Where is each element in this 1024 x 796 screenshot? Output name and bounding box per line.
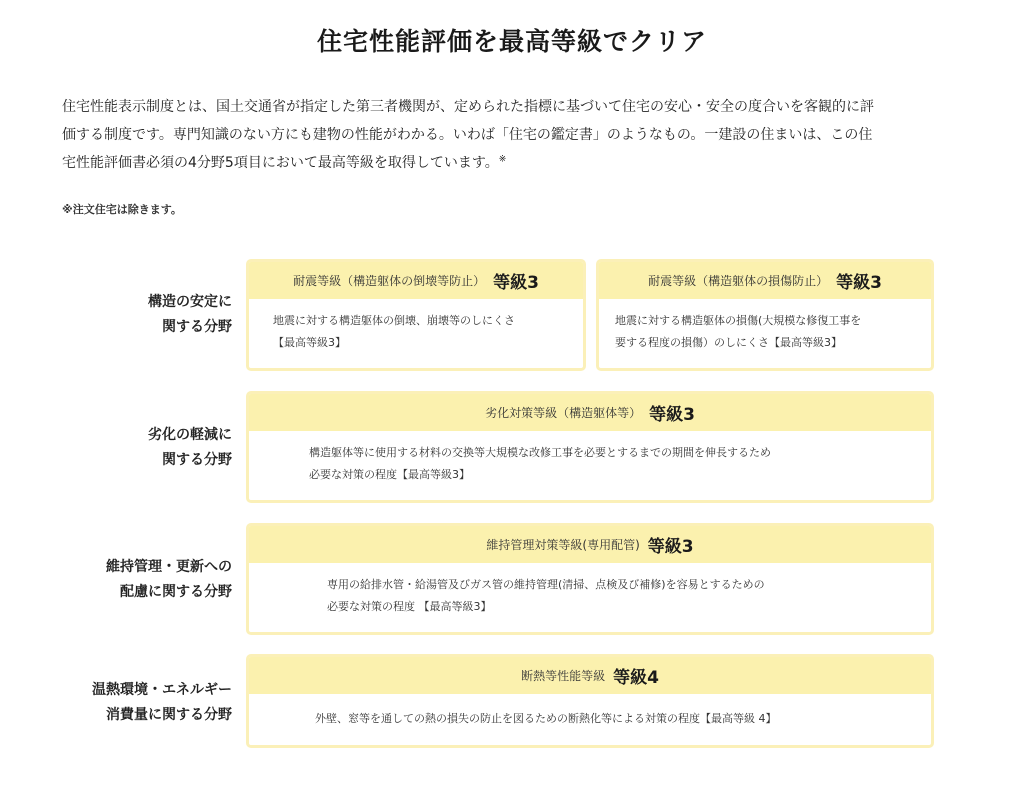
intro-line: 価する制度です。専門知識のない方にも建物の性能がわかる。いわば「住宅の鑑定書」のようなもの。一建設の住まいは、この住 bbox=[62, 127, 873, 143]
grade-card-insulation bbox=[246, 654, 934, 748]
card-name: 劣化対策等級（構造躯体等） bbox=[485, 406, 642, 420]
card-description-line: 構造躯体等に使用する材料の交換等大規模な改修工事を必要とするまでの期間を伸長するため bbox=[309, 446, 771, 459]
grade-card-maintenance bbox=[246, 523, 934, 635]
card-description-line: 外壁、窓等を通しての熱の損失の防止を図るための断熱化等による対策の程度【最高等級 4】 bbox=[315, 712, 777, 725]
grade-card-deterioration bbox=[246, 391, 934, 503]
card-description-line: 地震に対する構造躯体の倒壊、崩壊等のしにくさ bbox=[273, 314, 515, 327]
card-description-line: 必要な対策の程度【最高等級3】 bbox=[309, 468, 470, 481]
card-description-line: 要する程度の損傷）のしにくさ【最高等級3】 bbox=[615, 336, 842, 349]
card-description-line: 地震に対する構造躯体の損傷(大規模な修復工事を bbox=[615, 314, 862, 327]
card-description bbox=[249, 431, 931, 486]
card-header bbox=[249, 394, 931, 431]
intro-line-text: 宅性能評価書必須の4分野5項目において最高等級を取得しています。 bbox=[62, 155, 499, 171]
footnote: ※注文住宅は除きます。 bbox=[62, 203, 182, 216]
category-label-deterioration bbox=[148, 423, 232, 473]
category-label-line: 関する分野 bbox=[162, 452, 232, 468]
card-description bbox=[249, 563, 931, 618]
card-description bbox=[249, 299, 583, 354]
card-name: 維持管理対策等級(専用配管) bbox=[486, 538, 640, 552]
category-label-line: 温熱環境・エネルギー bbox=[92, 682, 232, 698]
card-grade: 等級3 bbox=[493, 273, 539, 293]
card-grade: 等級3 bbox=[836, 273, 882, 293]
intro-text bbox=[62, 93, 962, 177]
category-label-line: 劣化の軽減に bbox=[148, 427, 232, 443]
grade-card-seismic-collapse bbox=[246, 259, 586, 371]
category-label-line: 配慮に関する分野 bbox=[120, 584, 232, 600]
category-label-line: 維持管理・更新への bbox=[106, 559, 232, 575]
card-name: 耐震等級（構造躯体の倒壊等防止） bbox=[293, 274, 486, 288]
category-label-energy bbox=[92, 678, 232, 728]
card-header bbox=[249, 526, 931, 563]
card-grade: 等級3 bbox=[647, 537, 694, 557]
category-label-maintenance bbox=[106, 555, 232, 605]
card-description bbox=[249, 694, 931, 730]
card-header bbox=[249, 262, 583, 299]
card-grade: 等級4 bbox=[613, 668, 659, 688]
intro-line: 住宅性能表示制度とは、国土交通省が指定した第三者機関が、定められた指標に基づいて住宅の安心・安全の度合いを客観的に評 bbox=[62, 99, 874, 115]
card-name: 断熱等性能等級 bbox=[521, 669, 606, 683]
category-label-line: 関する分野 bbox=[162, 319, 232, 335]
card-grade: 等級3 bbox=[649, 405, 695, 425]
intro-line bbox=[62, 149, 962, 177]
card-description-line: 専用の給排水管・給湯管及びガス管の維持管理(清掃、点検及び補修)を容易とするための bbox=[327, 578, 765, 591]
card-description bbox=[599, 299, 931, 354]
card-header bbox=[249, 657, 931, 694]
card-name: 耐震等級（構造躯体の損傷防止） bbox=[648, 274, 829, 288]
category-label-structure bbox=[148, 290, 232, 340]
page-title: 住宅性能評価を最高等級でクリア bbox=[316, 27, 707, 56]
intro-note-mark: ※ bbox=[498, 154, 507, 165]
grade-card-seismic-damage bbox=[596, 259, 934, 371]
card-description-line: 必要な対策の程度 【最高等級3】 bbox=[327, 600, 492, 613]
card-description-line: 【最高等級3】 bbox=[273, 336, 346, 349]
card-header bbox=[599, 262, 931, 299]
category-label-line: 構造の安定に bbox=[148, 294, 232, 310]
category-label-line: 消費量に関する分野 bbox=[106, 707, 232, 723]
